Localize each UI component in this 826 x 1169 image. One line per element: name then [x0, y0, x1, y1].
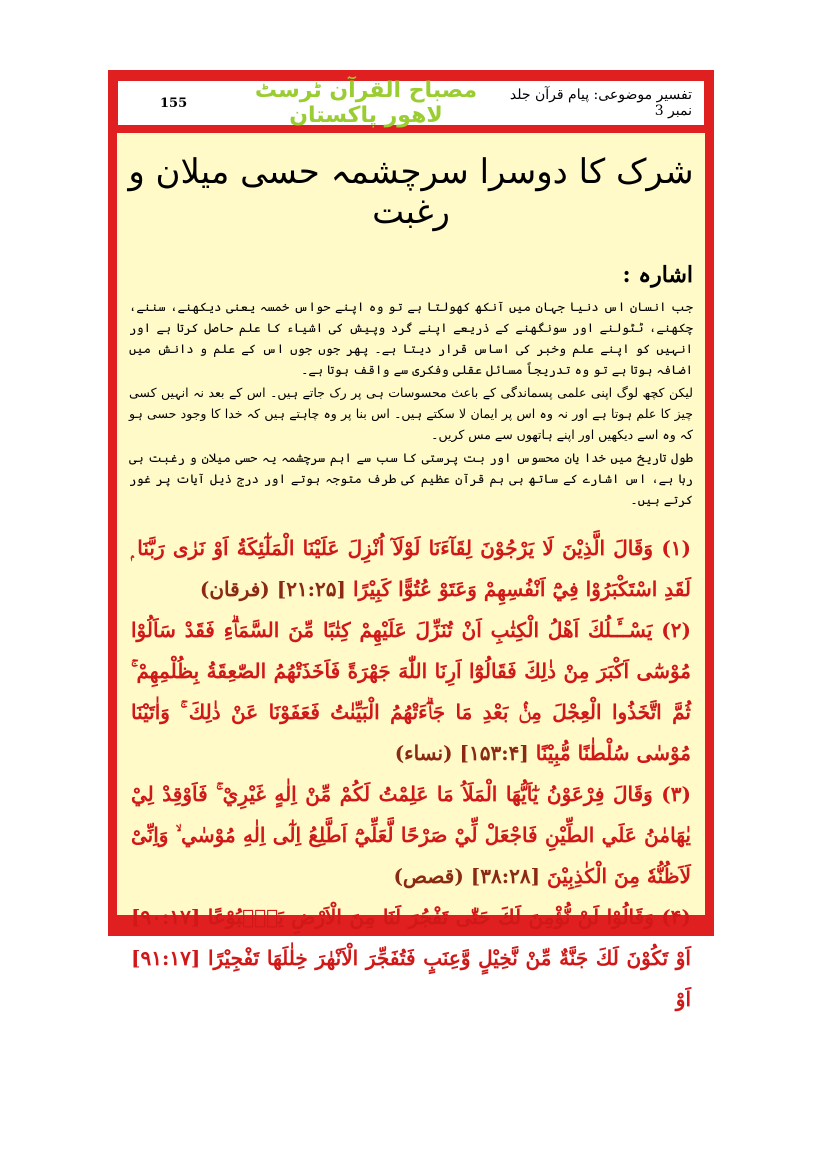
paragraph: جب انسان اس دنیا جہان میں آنکھ کھولتا ہے تو وہ اپنے حواس خمسہ یعنی دیکھنے، سننے، چکھنے، ٹٹولنے اور سونگھنے کے ذریعے اپنے گرد وپیش کی اشیاء کا علم حاصل کرتا ہے اور انہیں کو اپنے علم وخبر کی اساس قرار دیتا ہے۔ پھر جوں جوں اس کے علم و دانش میں اضافہ ہوتا ہے تو وہ تدریجاً مسائل عقلی وفکری سے واقف ہوتا ہے۔ — [129, 299, 693, 377]
verse-text: (۱) وَقَالَ الَّذِيْنَ لَا يَرْجُوْنَ لِقَآءَنَا لَوْلَآ اُنْزِلَ عَلَيْنَا الْمَلٰٓئِكَةُ اَوْ نَرٰى رَبَّنَا ۭ لَقَدِ اسْتَكْبَرُوْا فِيْٓ اَنْفُسِهِمْ وَعَتَوْ عُتُوًّا كَبِيْرًا — [131, 536, 691, 601]
verse — [131, 610, 691, 774]
verse-text: (۴) وَقَالُوْا لَنْ نُّؤْمِنَ لَكَ حَتّٰى تَفْجُرَ لَنَا مِنَ الْاَرْضِ يَنْۢبُوْعًا [۹۰:۱۷] اَوْ تَكُوْنَ لَكَ جَنَّةٌ مِّنْ نَّخِيْلٍ وَّعِنَبٍ فَتُفَجِّرَ الْاَنْهٰرَ خِلٰلَهَا تَفْجِيْرًا [۹۱:۱۷] اَوْ — [131, 905, 691, 1011]
chapter-title: شرک کا دوسرا سرچشمہ حسی میلان و رغبت — [128, 152, 694, 232]
verse — [131, 528, 691, 610]
publisher-name: مصباح القرآن ٹرسٹ لاھور پاکستان — [254, 78, 478, 128]
section-heading: اشارہ : — [622, 262, 693, 288]
book-title: تفسیر موضوعی: پیام قرآن جلد نمبر 3 — [509, 87, 692, 119]
verse-text: (۳) وَقَالَ فِرْعَوْنُ يٰٓاَيُّهَا الْمَلَاُ مَا عَلِمْتُ لَكُمْ مِّنْ اِلٰهٍ غَيْرِيْ ۚ فَاَوْقِدْ لِيْ يٰهَامٰنُ عَلَي الطِّيْنِ فَاجْعَلْ لِّيْ صَرْحًا لَّعَلِّيْٓ اَطَّلِعُ اِلٰٓى اِلٰهِ مُوْسٰي ۙ وَاِنِّىْ لَاَظُنُّهٗ مِنَ الْكٰذِبِيْنَ — [131, 782, 691, 888]
verse — [131, 897, 691, 1020]
page-content — [117, 133, 705, 1011]
verse-list — [117, 528, 705, 1020]
page-header — [117, 80, 705, 126]
verse-reference: [۳۸:۲۸] (قصص) — [393, 864, 541, 888]
verse-text: (۲) يَسْــَٔـلُكَ اَهْلُ الْكِتٰبِ اَنْ تُنَزِّلَ عَلَيْهِمْ كِتٰبًا مِّنَ السَّمَاۗءِ فَقَدْ سَاَلُوْا مُوْسٰٓى اَكْبَرَ مِنْ ذٰلِكَ فَقَالُوْٓا اَرِنَا اللّٰهَ جَهْرَةً فَاَخَذَتْهُمُ الصّٰعِقَةُ بِظُلْمِهِمْ ۚ ثُمَّ اتَّخَذُوا الْعِجْلَ مِنْۢ بَعْدِ مَا جَاۗءَتْهُمُ الْبَيِّنٰتُ فَعَفَوْنَا عَنْ ذٰلِكَ ۚ وَاٰتَيْنَا مُوْسٰى سُلْطٰنًا مُّبِيْنًا — [131, 618, 691, 765]
verse — [131, 774, 691, 897]
verse-reference: [۲۱:۲۵] (فرقان) — [199, 577, 347, 601]
page-number: 155 — [160, 95, 188, 111]
verse-reference: [۱۵۳:۴] (نساء) — [394, 741, 529, 765]
paragraph: لیکن کچھ لوگ اپنی علمی پسماندگی کے باعث محسوسات ہی پر رک جاتے ہیں۔ اس کے بعد نہ انہیں کسی چیز کا علم ہوتا ہے اور نہ وہ اس پر ایمان لا سکتے ہیں۔ اس بنا پر وہ چاہتے ہیں کہ خدا کا وجود حسی ہو کہ وہ اسے دیکھیں اور اپنے ہاتھوں سے مس کریں۔ — [129, 385, 693, 442]
paragraph: طول تاریخ میں خدا یان محسوس اور بت پرستی کا سب سے اہم سرچشمہ یہ حسی میلان و رغبت ہی رہا ہے، اس اشارے کے ساتھ ہی ہم قرآن عظیم کی طرف متوجہ ہوتے اور درج ذیل آیات پر غور کرتے ہیں۔ — [129, 450, 693, 507]
